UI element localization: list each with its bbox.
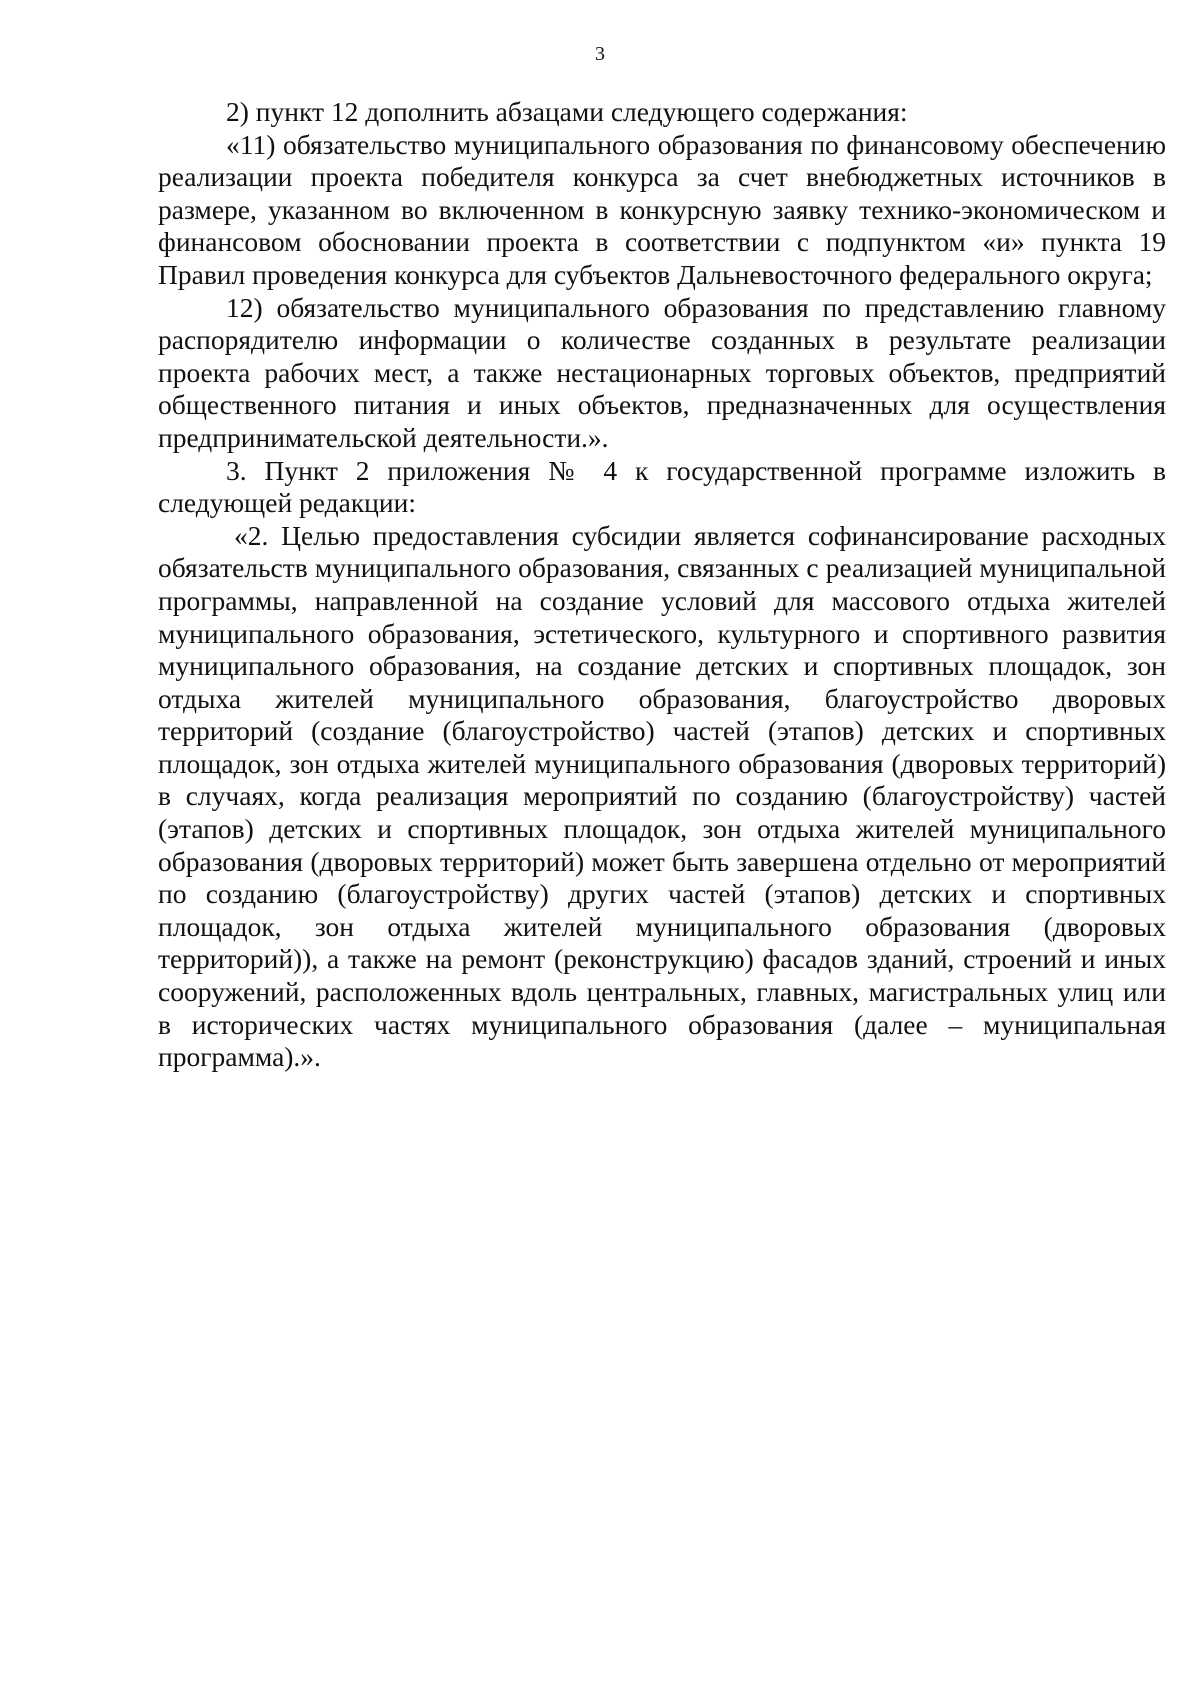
page-number: 3	[595, 43, 605, 65]
paragraph-subitem-11: «11) обязательство муниципального образования по финансовому обеспечению реализации проекта победителя конкурса за счет внебюджетных источников в размере, указанном во включенном в конкурсную заявку технико-экономическом и финансовом обосновании проекта в соответствии с подпунктом «и» пункта 19 Правил проведения конкурса для субъектов Дальневосточного федерального округа;	[158, 128, 1166, 290]
paragraph-item-2: 2) пункт 12 дополнить абзацами следующего содержания:	[226, 96, 908, 127]
paragraph-subitem-12: 12) обязательство муниципального образования по представлению главному распорядителю информации о количестве созданных в результате реализации проекта рабочих мест, а также нестационарных торговых объектов, предприятий общественного питания и иных объектов, предназначенных для осуществления предпринимательской деятельности.».	[158, 291, 1166, 453]
paragraph-quoted-point-2: «2. Целью предоставления субсидии является софинансирование расходных обязательств муниципального образования, связанных с реализацией муниципальной программы, направленной на создание условий для массового отдыха жителей муниципального образования, эстетического, культурного и спортивного развития муниципального образования, на создание детских и спортивных площадок, зон отдыха жителей муниципального образования, благоустройство дворовых территорий (создание (благоустройство) частей (этапов) детских и спортивных площадок, зон отдыха жителей муниципального образования (дворовых территорий) в случаях, когда реализация мероприятий по созданию (благоустройству) частей (этапов) детских и спортивных площадок, зон отдыха жителей муниципального образования (дворовых территорий) может быть завершена отдельно от мероприятий по созданию (благоустройству) других частей (этапов) детских и спортивных площадок, зон отдыха жителей муниципального образования (дворовых территорий)), а также на ремонт (реконструкцию) фасадов зданий, строений и иных сооружений, расположенных вдоль центральных, главных, магистральных улиц или в исторических частях муниципального образования (далее – муниципальная программа).».	[158, 519, 1166, 1073]
paragraph-item-3: 3. Пункт 2 приложения № 4 к государственной программе изложить в следующей редакции:	[158, 454, 1166, 519]
document-body	[158, 96, 1166, 1074]
